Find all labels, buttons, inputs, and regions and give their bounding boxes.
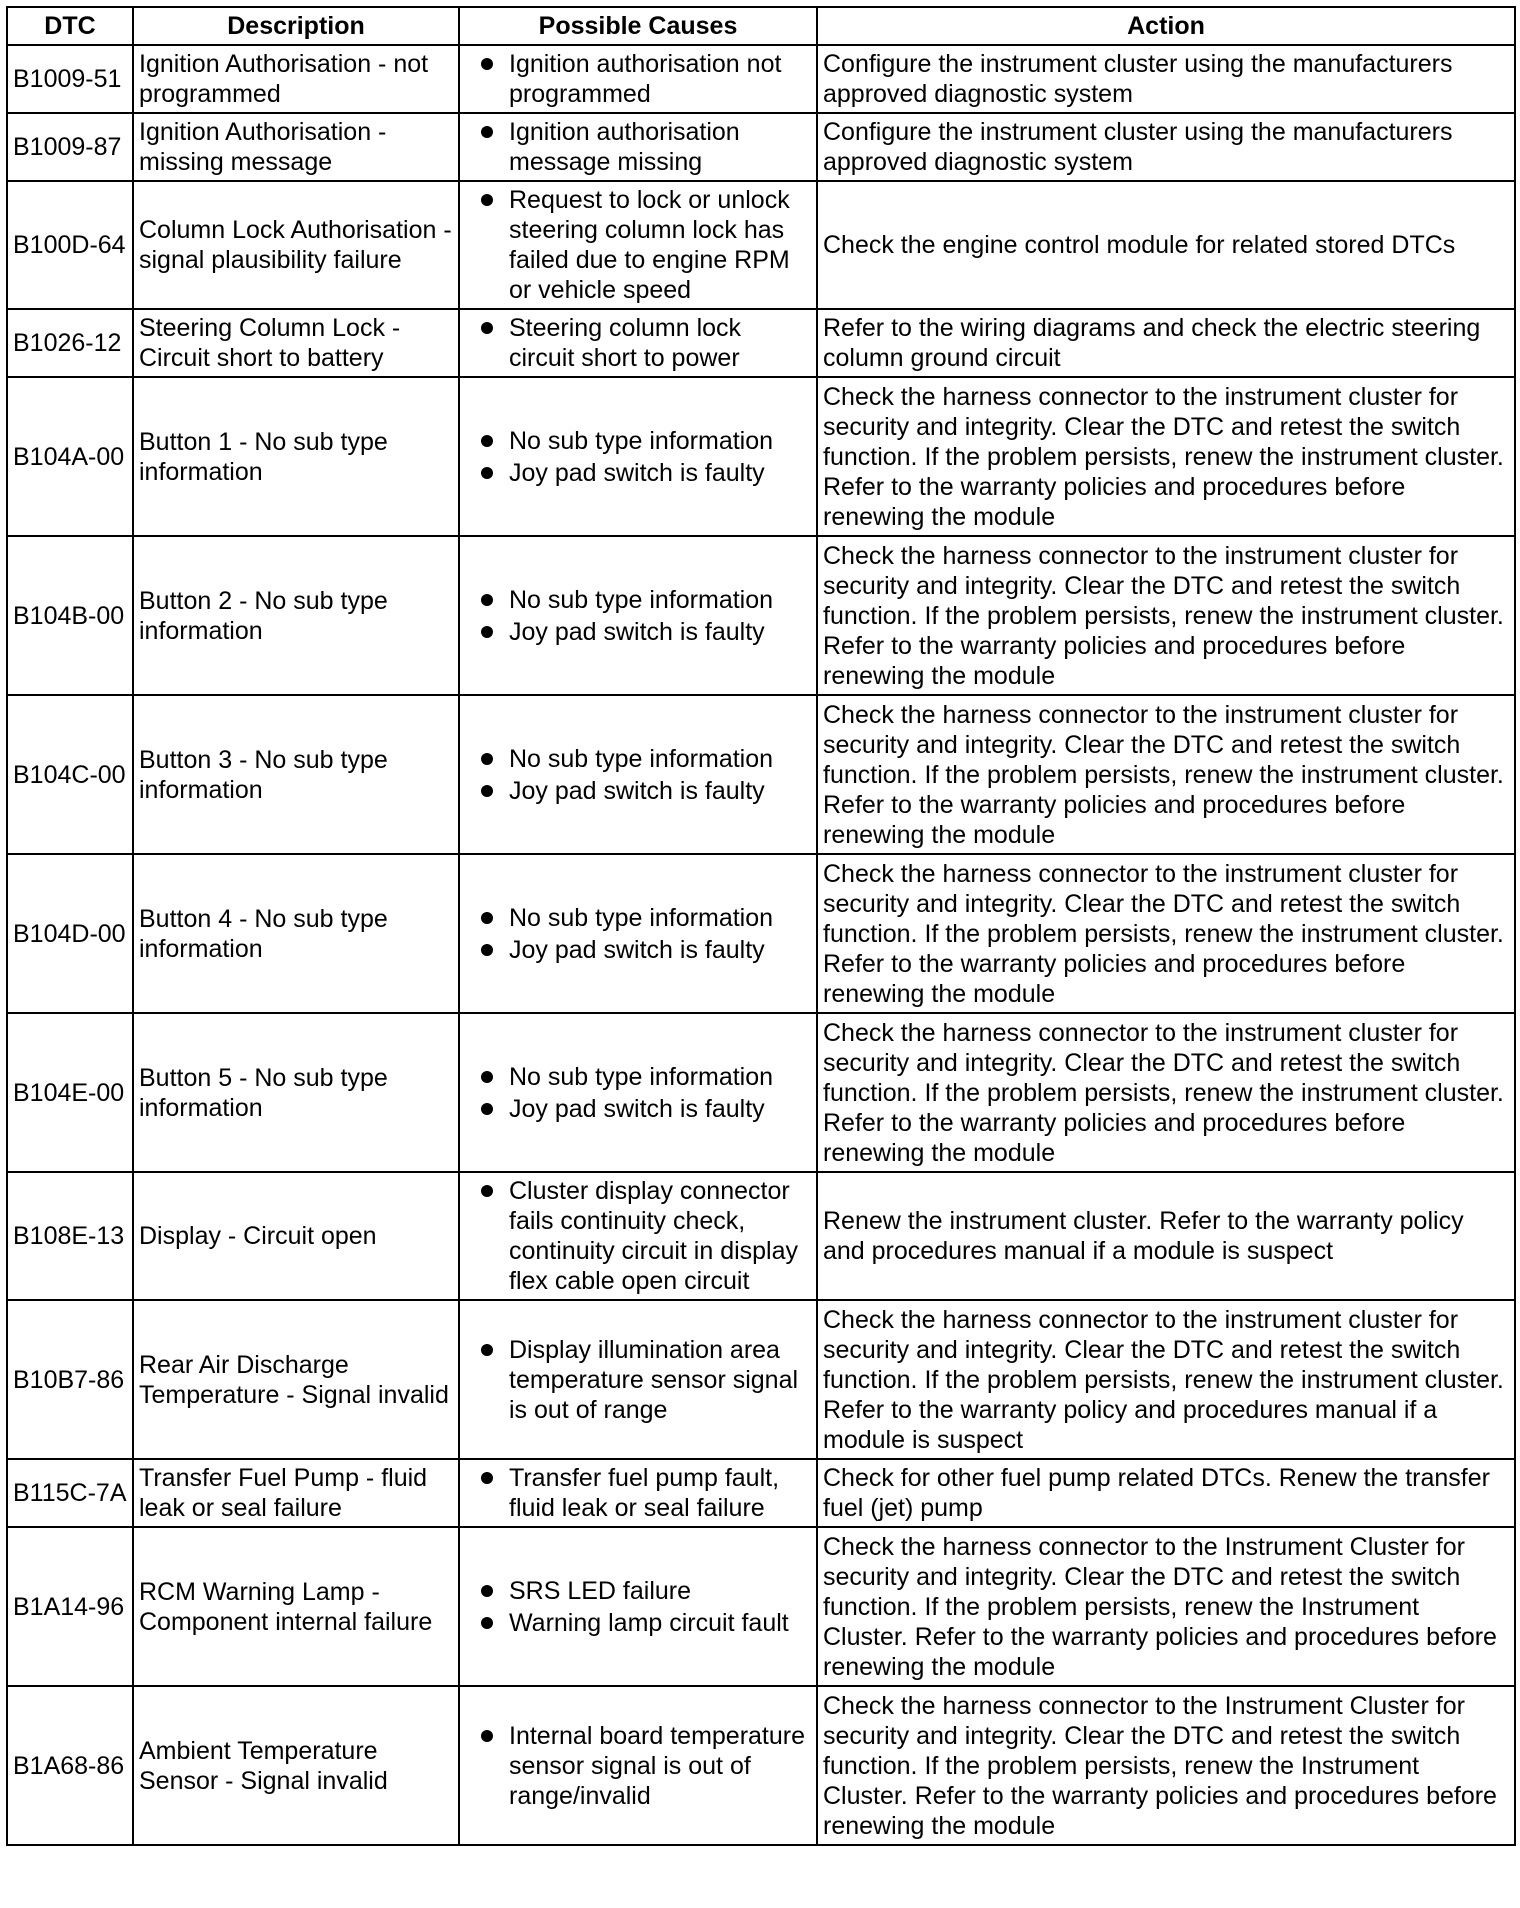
table-row [7, 1459, 1515, 1527]
table-row [7, 1013, 1515, 1172]
table-row [7, 1300, 1515, 1459]
possible-causes-cell [459, 695, 817, 854]
table-row [7, 1686, 1515, 1845]
dtc-description: Button 5 - No sub type information [133, 1013, 459, 1172]
dtc-table [6, 6, 1516, 1846]
cause-item: No sub type information [465, 903, 811, 933]
cause-item: Internal board temperature sensor signal is out of range/invalid [465, 1721, 811, 1811]
cause-item: Display illumination area temperature sensor signal is out of range [465, 1335, 811, 1425]
action-text: Check the harness connector to the instrument cluster for security and integrity. Clear the DTC and retest the switch function. If the problem persists, renew the instrument cluster. Refer to the warranty policy and procedures manual if a module is suspect [817, 1300, 1515, 1459]
cause-item: Steering column lock circuit short to power [465, 313, 811, 373]
dtc-code: B100D-64 [7, 181, 133, 309]
dtc-code: B104C-00 [7, 695, 133, 854]
cause-list [465, 1576, 811, 1638]
possible-causes-cell [459, 854, 817, 1013]
cause-item: No sub type information [465, 1062, 811, 1092]
cause-list [465, 313, 811, 373]
cause-item: Joy pad switch is faulty [465, 458, 811, 488]
dtc-code: B108E-13 [7, 1172, 133, 1300]
cause-list [465, 1062, 811, 1124]
possible-causes-cell [459, 45, 817, 113]
header-dtc: DTC [7, 7, 133, 45]
dtc-description: Ambient Temperature Sensor - Signal invalid [133, 1686, 459, 1845]
possible-causes-cell [459, 1013, 817, 1172]
action-text: Refer to the wiring diagrams and check the electric steering column ground circuit [817, 309, 1515, 377]
dtc-document [6, 6, 1514, 1846]
dtc-code: B10B7-86 [7, 1300, 133, 1459]
table-row [7, 309, 1515, 377]
dtc-description: Button 2 - No sub type information [133, 536, 459, 695]
action-text: Check the harness connector to the instrument cluster for security and integrity. Clear the DTC and retest the switch function. If the problem persists, renew the instrument cluster. Refer to the warranty policies and procedures before renewing the module [817, 377, 1515, 536]
dtc-description: Ignition Authorisation - not programmed [133, 45, 459, 113]
dtc-code: B115C-7A [7, 1459, 133, 1527]
cause-item: No sub type information [465, 744, 811, 774]
action-text: Check the harness connector to the instrument cluster for security and integrity. Clear the DTC and retest the switch function. If the problem persists, renew the instrument cluster. Refer to the warranty policies and procedures before renewing the module [817, 536, 1515, 695]
dtc-description: Button 3 - No sub type information [133, 695, 459, 854]
cause-list [465, 585, 811, 647]
cause-list [465, 49, 811, 109]
dtc-code: B104D-00 [7, 854, 133, 1013]
possible-causes-cell [459, 536, 817, 695]
cause-item: Ignition authorisation not programmed [465, 49, 811, 109]
possible-causes-cell [459, 1172, 817, 1300]
header-possible-causes: Possible Causes [459, 7, 817, 45]
dtc-code: B104E-00 [7, 1013, 133, 1172]
table-row [7, 113, 1515, 181]
possible-causes-cell [459, 113, 817, 181]
cause-item: Warning lamp circuit fault [465, 1608, 811, 1638]
action-text: Check the harness connector to the instrument cluster for security and integrity. Clear the DTC and retest the switch function. If the problem persists, renew the instrument cluster. Refer to the warranty policies and procedures before renewing the module [817, 1013, 1515, 1172]
header-description: Description [133, 7, 459, 45]
table-row [7, 695, 1515, 854]
cause-item: Cluster display connector fails continuity check, continuity circuit in display flex cable open circuit [465, 1176, 811, 1296]
header-action: Action [817, 7, 1515, 45]
cause-list [465, 1176, 811, 1296]
cause-item: Transfer fuel pump fault, fluid leak or seal failure [465, 1463, 811, 1523]
cause-list [465, 1335, 811, 1425]
dtc-description: Display - Circuit open [133, 1172, 459, 1300]
cause-item: Ignition authorisation message missing [465, 117, 811, 177]
possible-causes-cell [459, 1527, 817, 1686]
cause-list [465, 426, 811, 488]
dtc-description: Rear Air Discharge Temperature - Signal invalid [133, 1300, 459, 1459]
cause-item: Joy pad switch is faulty [465, 617, 811, 647]
cause-item: Request to lock or unlock steering column lock has failed due to engine RPM or vehicle speed [465, 185, 811, 305]
cause-list [465, 903, 811, 965]
dtc-code: B1026-12 [7, 309, 133, 377]
header-row [7, 7, 1515, 45]
cause-list [465, 1721, 811, 1811]
dtc-code: B1009-87 [7, 113, 133, 181]
dtc-description: Button 4 - No sub type information [133, 854, 459, 1013]
dtc-description: RCM Warning Lamp - Component internal failure [133, 1527, 459, 1686]
dtc-description: Button 1 - No sub type information [133, 377, 459, 536]
table-row [7, 1172, 1515, 1300]
dtc-description: Transfer Fuel Pump - fluid leak or seal failure [133, 1459, 459, 1527]
possible-causes-cell [459, 1300, 817, 1459]
cause-item: SRS LED failure [465, 1576, 811, 1606]
possible-causes-cell [459, 309, 817, 377]
table-row [7, 854, 1515, 1013]
action-text: Check the harness connector to the Instrument Cluster for security and integrity. Clear the DTC and retest the switch function. If the problem persists, renew the Instrument Cluster. Refer to the warranty policies and procedures before renewing the module [817, 1686, 1515, 1845]
action-text: Check the harness connector to the instrument cluster for security and integrity. Clear the DTC and retest the switch function. If the problem persists, renew the instrument cluster. Refer to the warranty policies and procedures before renewing the module [817, 854, 1515, 1013]
dtc-description: Steering Column Lock - Circuit short to battery [133, 309, 459, 377]
possible-causes-cell [459, 377, 817, 536]
action-text: Check the harness connector to the instrument cluster for security and integrity. Clear the DTC and retest the switch function. If the problem persists, renew the instrument cluster. Refer to the warranty policies and procedures before renewing the module [817, 695, 1515, 854]
action-text: Configure the instrument cluster using the manufacturers approved diagnostic system [817, 45, 1515, 113]
cause-list [465, 744, 811, 806]
cause-item: Joy pad switch is faulty [465, 776, 811, 806]
cause-list [465, 1463, 811, 1523]
cause-item: No sub type information [465, 426, 811, 456]
possible-causes-cell [459, 1686, 817, 1845]
cause-list [465, 117, 811, 177]
action-text: Configure the instrument cluster using the manufacturers approved diagnostic system [817, 113, 1515, 181]
action-text: Renew the instrument cluster. Refer to the warranty policy and procedures manual if a module is suspect [817, 1172, 1515, 1300]
dtc-code: B104A-00 [7, 377, 133, 536]
table-row [7, 377, 1515, 536]
table-row [7, 1527, 1515, 1686]
cause-list [465, 185, 811, 305]
action-text: Check the engine control module for related stored DTCs [817, 181, 1515, 309]
cause-item: Joy pad switch is faulty [465, 935, 811, 965]
possible-causes-cell [459, 1459, 817, 1527]
table-row [7, 45, 1515, 113]
action-text: Check for other fuel pump related DTCs. Renew the transfer fuel (jet) pump [817, 1459, 1515, 1527]
dtc-description: Column Lock Authorisation - signal plausibility failure [133, 181, 459, 309]
dtc-code: B1009-51 [7, 45, 133, 113]
possible-causes-cell [459, 181, 817, 309]
dtc-code: B1A14-96 [7, 1527, 133, 1686]
action-text: Check the harness connector to the Instrument Cluster for security and integrity. Clear the DTC and retest the switch function. If the problem persists, renew the Instrument Cluster. Refer to the warranty policies and procedures before renewing the module [817, 1527, 1515, 1686]
table-row [7, 181, 1515, 309]
dtc-code: B1A68-86 [7, 1686, 133, 1845]
table-row [7, 536, 1515, 695]
cause-item: No sub type information [465, 585, 811, 615]
dtc-description: Ignition Authorisation - missing message [133, 113, 459, 181]
dtc-code: B104B-00 [7, 536, 133, 695]
cause-item: Joy pad switch is faulty [465, 1094, 811, 1124]
